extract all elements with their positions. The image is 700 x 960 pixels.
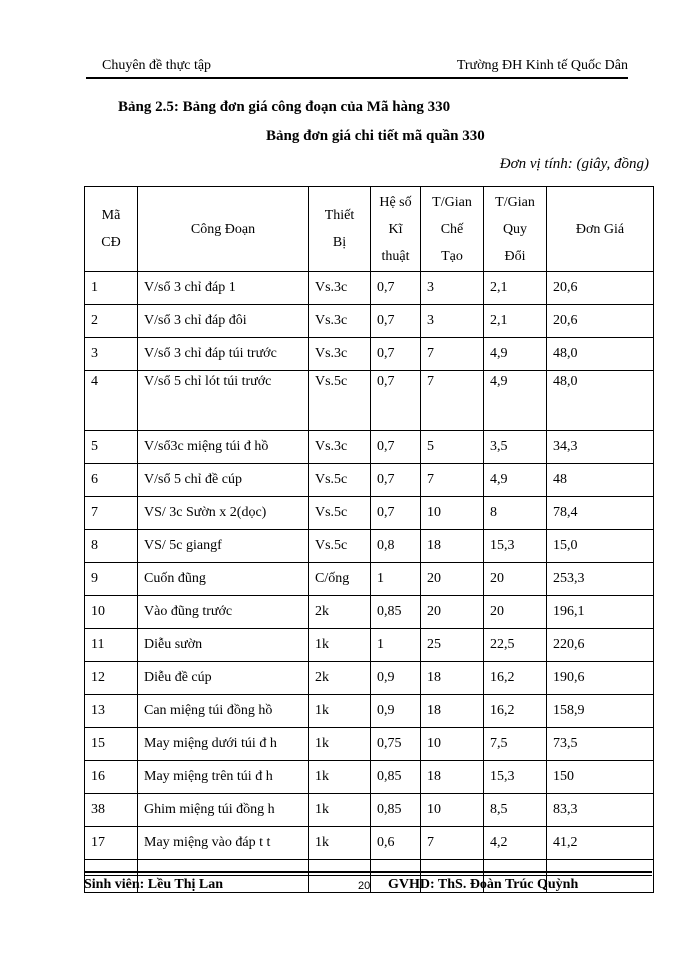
- cell-quy-doi: 8: [484, 497, 547, 530]
- cell-he-so: 0,85: [371, 596, 421, 629]
- cell-quy-doi: 20: [484, 596, 547, 629]
- cell-che-tao: 7: [421, 338, 484, 371]
- cell-quy-doi: 15,3: [484, 761, 547, 794]
- cell-don-gia: 253,3: [547, 563, 654, 596]
- cell-cong-doan: V/sổ 5 chỉ đề cúp: [138, 464, 309, 497]
- cell-cong-doan: Vào đũng trước: [138, 596, 309, 629]
- cell-cong-doan: Can miệng túi đồng hồ: [138, 695, 309, 728]
- table-row: [85, 563, 654, 596]
- header-cong-doan: Công Đoạn: [138, 187, 309, 272]
- cell-che-tao: 18: [421, 530, 484, 563]
- cell-che-tao: 5: [421, 431, 484, 464]
- cell-thiet-bi: 2k: [309, 596, 371, 629]
- cell-che-tao: 7: [421, 371, 484, 431]
- header-right-text: Trường ĐH Kinh tế Quốc Dân: [456, 58, 628, 73]
- cell-che-tao: 7: [421, 827, 484, 860]
- cell-ma: 9: [85, 563, 138, 596]
- cell-thiet-bi: 1k: [309, 794, 371, 827]
- cell-che-tao: 18: [421, 695, 484, 728]
- table-row: [85, 338, 654, 371]
- cell-thiet-bi: Vs.3c: [309, 272, 371, 305]
- cell-che-tao: 10: [421, 728, 484, 761]
- cell-don-gia: 48: [547, 464, 654, 497]
- cell-cong-doan: Diễu đề cúp: [138, 662, 309, 695]
- cell-cong-doan: Ghim miệng túi đồng h: [138, 794, 309, 827]
- cell-ma: 38: [85, 794, 138, 827]
- footer-divider-thin: [84, 875, 652, 876]
- cell-thiet-bi: 1k: [309, 827, 371, 860]
- cell-quy-doi: 22,5: [484, 629, 547, 662]
- cell-thiet-bi: Vs.5c: [309, 497, 371, 530]
- cell-quy-doi: 15,3: [484, 530, 547, 563]
- cell-thiet-bi: Vs.3c: [309, 431, 371, 464]
- cell-thiet-bi: 1k: [309, 629, 371, 662]
- cell-cong-doan: May miệng dưới túi đ h: [138, 728, 309, 761]
- cell-ma: 10: [85, 596, 138, 629]
- page-header: [86, 56, 628, 76]
- cell-ma: 16: [85, 761, 138, 794]
- unit-note: Đơn vị tính: (giây, đồng): [499, 156, 649, 172]
- cell-cong-doan: V/sổ 3 chỉ đáp túi trước: [138, 338, 309, 371]
- cell-he-so: 0,9: [371, 662, 421, 695]
- header-he-so: Hệ số Kĩ thuật: [371, 187, 421, 272]
- cell-don-gia: 190,6: [547, 662, 654, 695]
- table-row: [85, 728, 654, 761]
- cell-quy-doi: 4,2: [484, 827, 547, 860]
- cell-don-gia: 20,6: [547, 305, 654, 338]
- cell-ma: 12: [85, 662, 138, 695]
- cell-cong-doan: V/sổ 3 chỉ đáp đôi: [138, 305, 309, 338]
- cell-he-so: 0,75: [371, 728, 421, 761]
- table-row: [85, 371, 654, 431]
- cell-quy-doi: 7,5: [484, 728, 547, 761]
- cell-he-so: 0,7: [371, 338, 421, 371]
- cell-thiet-bi: Vs.3c: [309, 305, 371, 338]
- table-row: [85, 497, 654, 530]
- cell-don-gia: 41,2: [547, 827, 654, 860]
- cell-thiet-bi: 1k: [309, 728, 371, 761]
- cell-he-so: 0,7: [371, 497, 421, 530]
- cell-he-so: 0,7: [371, 272, 421, 305]
- table-row: [85, 272, 654, 305]
- cell-thiet-bi: Vs.5c: [309, 464, 371, 497]
- cell-quy-doi: 8,5: [484, 794, 547, 827]
- header-divider: [86, 77, 628, 79]
- cell-don-gia: 48,0: [547, 338, 654, 371]
- cell-don-gia: 15,0: [547, 530, 654, 563]
- cell-he-so: 1: [371, 629, 421, 662]
- header-ma-cd: Mã CĐ: [85, 187, 138, 272]
- table-row: [85, 530, 654, 563]
- cell-don-gia: 48,0: [547, 371, 654, 431]
- cell-don-gia: 83,3: [547, 794, 654, 827]
- table-row: [85, 662, 654, 695]
- cell-he-so: 0,8: [371, 530, 421, 563]
- cell-he-so: 0,6: [371, 827, 421, 860]
- table-header-row: [85, 187, 654, 272]
- cell-ma: 13: [85, 695, 138, 728]
- cell-thiet-bi: Vs.3c: [309, 338, 371, 371]
- cell-don-gia: 150: [547, 761, 654, 794]
- cell-ma: 17: [85, 827, 138, 860]
- table-subtitle: Bảng đơn giá chi tiết mã quần 330: [266, 128, 485, 144]
- cell-ma: 4: [85, 371, 138, 431]
- cell-don-gia: 20,6: [547, 272, 654, 305]
- cell-cong-doan: VS/ 3c Sườn x 2(dọc): [138, 497, 309, 530]
- cell-don-gia: 158,9: [547, 695, 654, 728]
- cell-quy-doi: 16,2: [484, 662, 547, 695]
- cell-don-gia: 220,6: [547, 629, 654, 662]
- table-row: [85, 305, 654, 338]
- cell-che-tao: 3: [421, 305, 484, 338]
- cell-he-so: 0,7: [371, 431, 421, 464]
- price-table: [84, 186, 654, 893]
- cell-ma: 3: [85, 338, 138, 371]
- cell-he-so: 0,9: [371, 695, 421, 728]
- cell-he-so: 0,85: [371, 761, 421, 794]
- cell-ma: 1: [85, 272, 138, 305]
- cell-che-tao: 18: [421, 662, 484, 695]
- table-row: [85, 596, 654, 629]
- cell-cong-doan: V/sổ3c miệng túi đ hồ: [138, 431, 309, 464]
- cell-quy-doi: 4,9: [484, 464, 547, 497]
- cell-he-so: 0,85: [371, 794, 421, 827]
- cell-thiet-bi: 1k: [309, 695, 371, 728]
- footer-advisor: GVHD: ThS. Đoàn Trúc Quỳnh: [388, 877, 579, 892]
- cell-quy-doi: 3,5: [484, 431, 547, 464]
- cell-don-gia: 34,3: [547, 431, 654, 464]
- cell-quy-doi: 2,1: [484, 272, 547, 305]
- cell-he-so: 0,7: [371, 305, 421, 338]
- table-row: [85, 761, 654, 794]
- cell-cong-doan: VS/ 5c giangf: [138, 530, 309, 563]
- cell-che-tao: 3: [421, 272, 484, 305]
- header-tg-quy-doi: T/Gian Quy Đổi: [484, 187, 547, 272]
- page-number: 20: [358, 880, 371, 892]
- cell-cong-doan: May miệng trên túi đ h: [138, 761, 309, 794]
- cell-ma: 2: [85, 305, 138, 338]
- table-row: [85, 464, 654, 497]
- cell-che-tao: 20: [421, 563, 484, 596]
- table-row: [85, 431, 654, 464]
- cell-quy-doi: 4,9: [484, 371, 547, 431]
- cell-he-so: 0,7: [371, 464, 421, 497]
- table-row: [85, 695, 654, 728]
- cell-he-so: 1: [371, 563, 421, 596]
- cell-che-tao: 25: [421, 629, 484, 662]
- cell-quy-doi: 20: [484, 563, 547, 596]
- cell-thiet-bi: Vs.5c: [309, 530, 371, 563]
- cell-ma: 7: [85, 497, 138, 530]
- table-row: [85, 794, 654, 827]
- cell-cong-doan: Cuốn đũng: [138, 563, 309, 596]
- cell-ma: 8: [85, 530, 138, 563]
- header-thiet-bi: Thiết Bị: [309, 187, 371, 272]
- cell-don-gia: 73,5: [547, 728, 654, 761]
- cell-che-tao: 18: [421, 761, 484, 794]
- cell-che-tao: 20: [421, 596, 484, 629]
- cell-thiet-bi: 2k: [309, 662, 371, 695]
- cell-che-tao: 10: [421, 497, 484, 530]
- footer-student: Sinh viên: Lều Thị Lan: [84, 877, 224, 892]
- cell-che-tao: 10: [421, 794, 484, 827]
- header-tg-che-tao: T/Gian Chế Tạo: [421, 187, 484, 272]
- cell-ma: 5: [85, 431, 138, 464]
- cell-ma: 15: [85, 728, 138, 761]
- table-caption: Bảng 2.5: Bảng đơn giá công đoạn của Mã hàng 330: [118, 99, 451, 115]
- cell-thiet-bi: C/ống: [309, 563, 371, 596]
- cell-ma: 6: [85, 464, 138, 497]
- cell-quy-doi: 2,1: [484, 305, 547, 338]
- cell-cong-doan: V/sổ 3 chỉ đáp 1: [138, 272, 309, 305]
- cell-don-gia: 78,4: [547, 497, 654, 530]
- cell-cong-doan: Diễu sườn: [138, 629, 309, 662]
- cell-quy-doi: 4,9: [484, 338, 547, 371]
- cell-thiet-bi: 1k: [309, 761, 371, 794]
- cell-thiet-bi: Vs.5c: [309, 371, 371, 431]
- footer-divider: [84, 871, 652, 873]
- cell-ma: 11: [85, 629, 138, 662]
- cell-don-gia: 196,1: [547, 596, 654, 629]
- cell-he-so: 0,7: [371, 371, 421, 431]
- cell-cong-doan: V/sổ 5 chỉ lót túi trước: [138, 371, 309, 431]
- cell-quy-doi: 16,2: [484, 695, 547, 728]
- table-row: [85, 629, 654, 662]
- cell-che-tao: 7: [421, 464, 484, 497]
- table-row: [85, 827, 654, 860]
- header-don-gia: Đơn Giá: [547, 187, 654, 272]
- page-footer: [84, 877, 652, 897]
- header-left-text: Chuyên đề thực tập: [102, 58, 212, 73]
- cell-cong-doan: May miệng vào đáp t t: [138, 827, 309, 860]
